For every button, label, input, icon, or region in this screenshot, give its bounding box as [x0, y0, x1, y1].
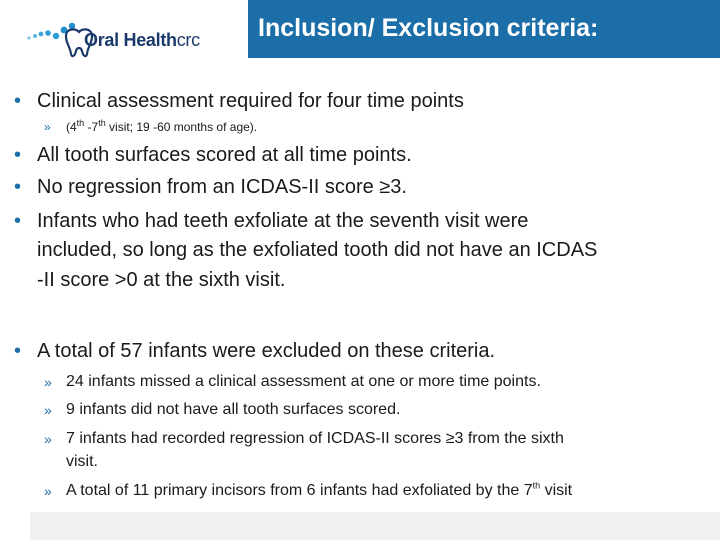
logo-text-light: crc [176, 30, 200, 50]
sub-bullet-missed-assessment: 24 infants missed a clinical assessment at one or more time points. [66, 373, 541, 390]
bullet-marker: • [14, 144, 22, 166]
sub-bullet-not-scored: 9 infants did not have all tooth surfaces scored. [66, 401, 401, 418]
bullet-exfoliate-line1: Infants who had teeth exfoliate at the seventh visit were [37, 210, 529, 232]
sub-bullet-regression-line2: visit. [66, 453, 98, 470]
bullet-marker: • [14, 90, 22, 112]
bullet-exfoliate-line3: -II score >0 at the sixth visit. [37, 269, 286, 291]
sub-bullet-marker: » [44, 374, 52, 390]
logo-wordmark [84, 30, 200, 51]
bullet-marker: • [14, 210, 22, 232]
bullet-marker: • [14, 340, 22, 362]
bullet-marker: • [14, 176, 22, 198]
oral-health-crc-logo [26, 14, 216, 58]
sub-bullet-marker: » [44, 402, 52, 418]
bullet-excluded-total: A total of 57 infants were excluded on these criteria. [37, 340, 496, 362]
sub-bullet-time-points: (4th -7th visit; 19 -60 months of age). [66, 118, 258, 134]
bullet-tooth-surfaces: All tooth surfaces scored at all time points. [37, 144, 412, 166]
sub-bullet-exfoliated-incisors: A total of 11 primary incisors from 6 infants had exfoliated by the 7th visit [66, 480, 573, 499]
logo-text-bold: Oral Health [84, 30, 177, 50]
slide-title: Inclusion/ Exclusion criteria: [258, 14, 599, 42]
sub-bullet-marker: » [44, 120, 51, 134]
footer-bar [30, 512, 720, 540]
sub-bullet-marker: » [44, 431, 52, 447]
sub-bullet-regression-line1: 7 infants had recorded regression of ICDAS-II scores ≥3 from the sixth [66, 430, 564, 447]
bullet-exfoliate-line2: included, so long as the exfoliated tooth did not have an ICDAS [37, 239, 598, 261]
sub-bullet-marker: » [44, 483, 52, 499]
bullet-no-regression: No regression from an ICDAS-II score ≥3. [37, 176, 407, 198]
bullet-clinical-assessment: Clinical assessment required for four time points [37, 90, 464, 112]
